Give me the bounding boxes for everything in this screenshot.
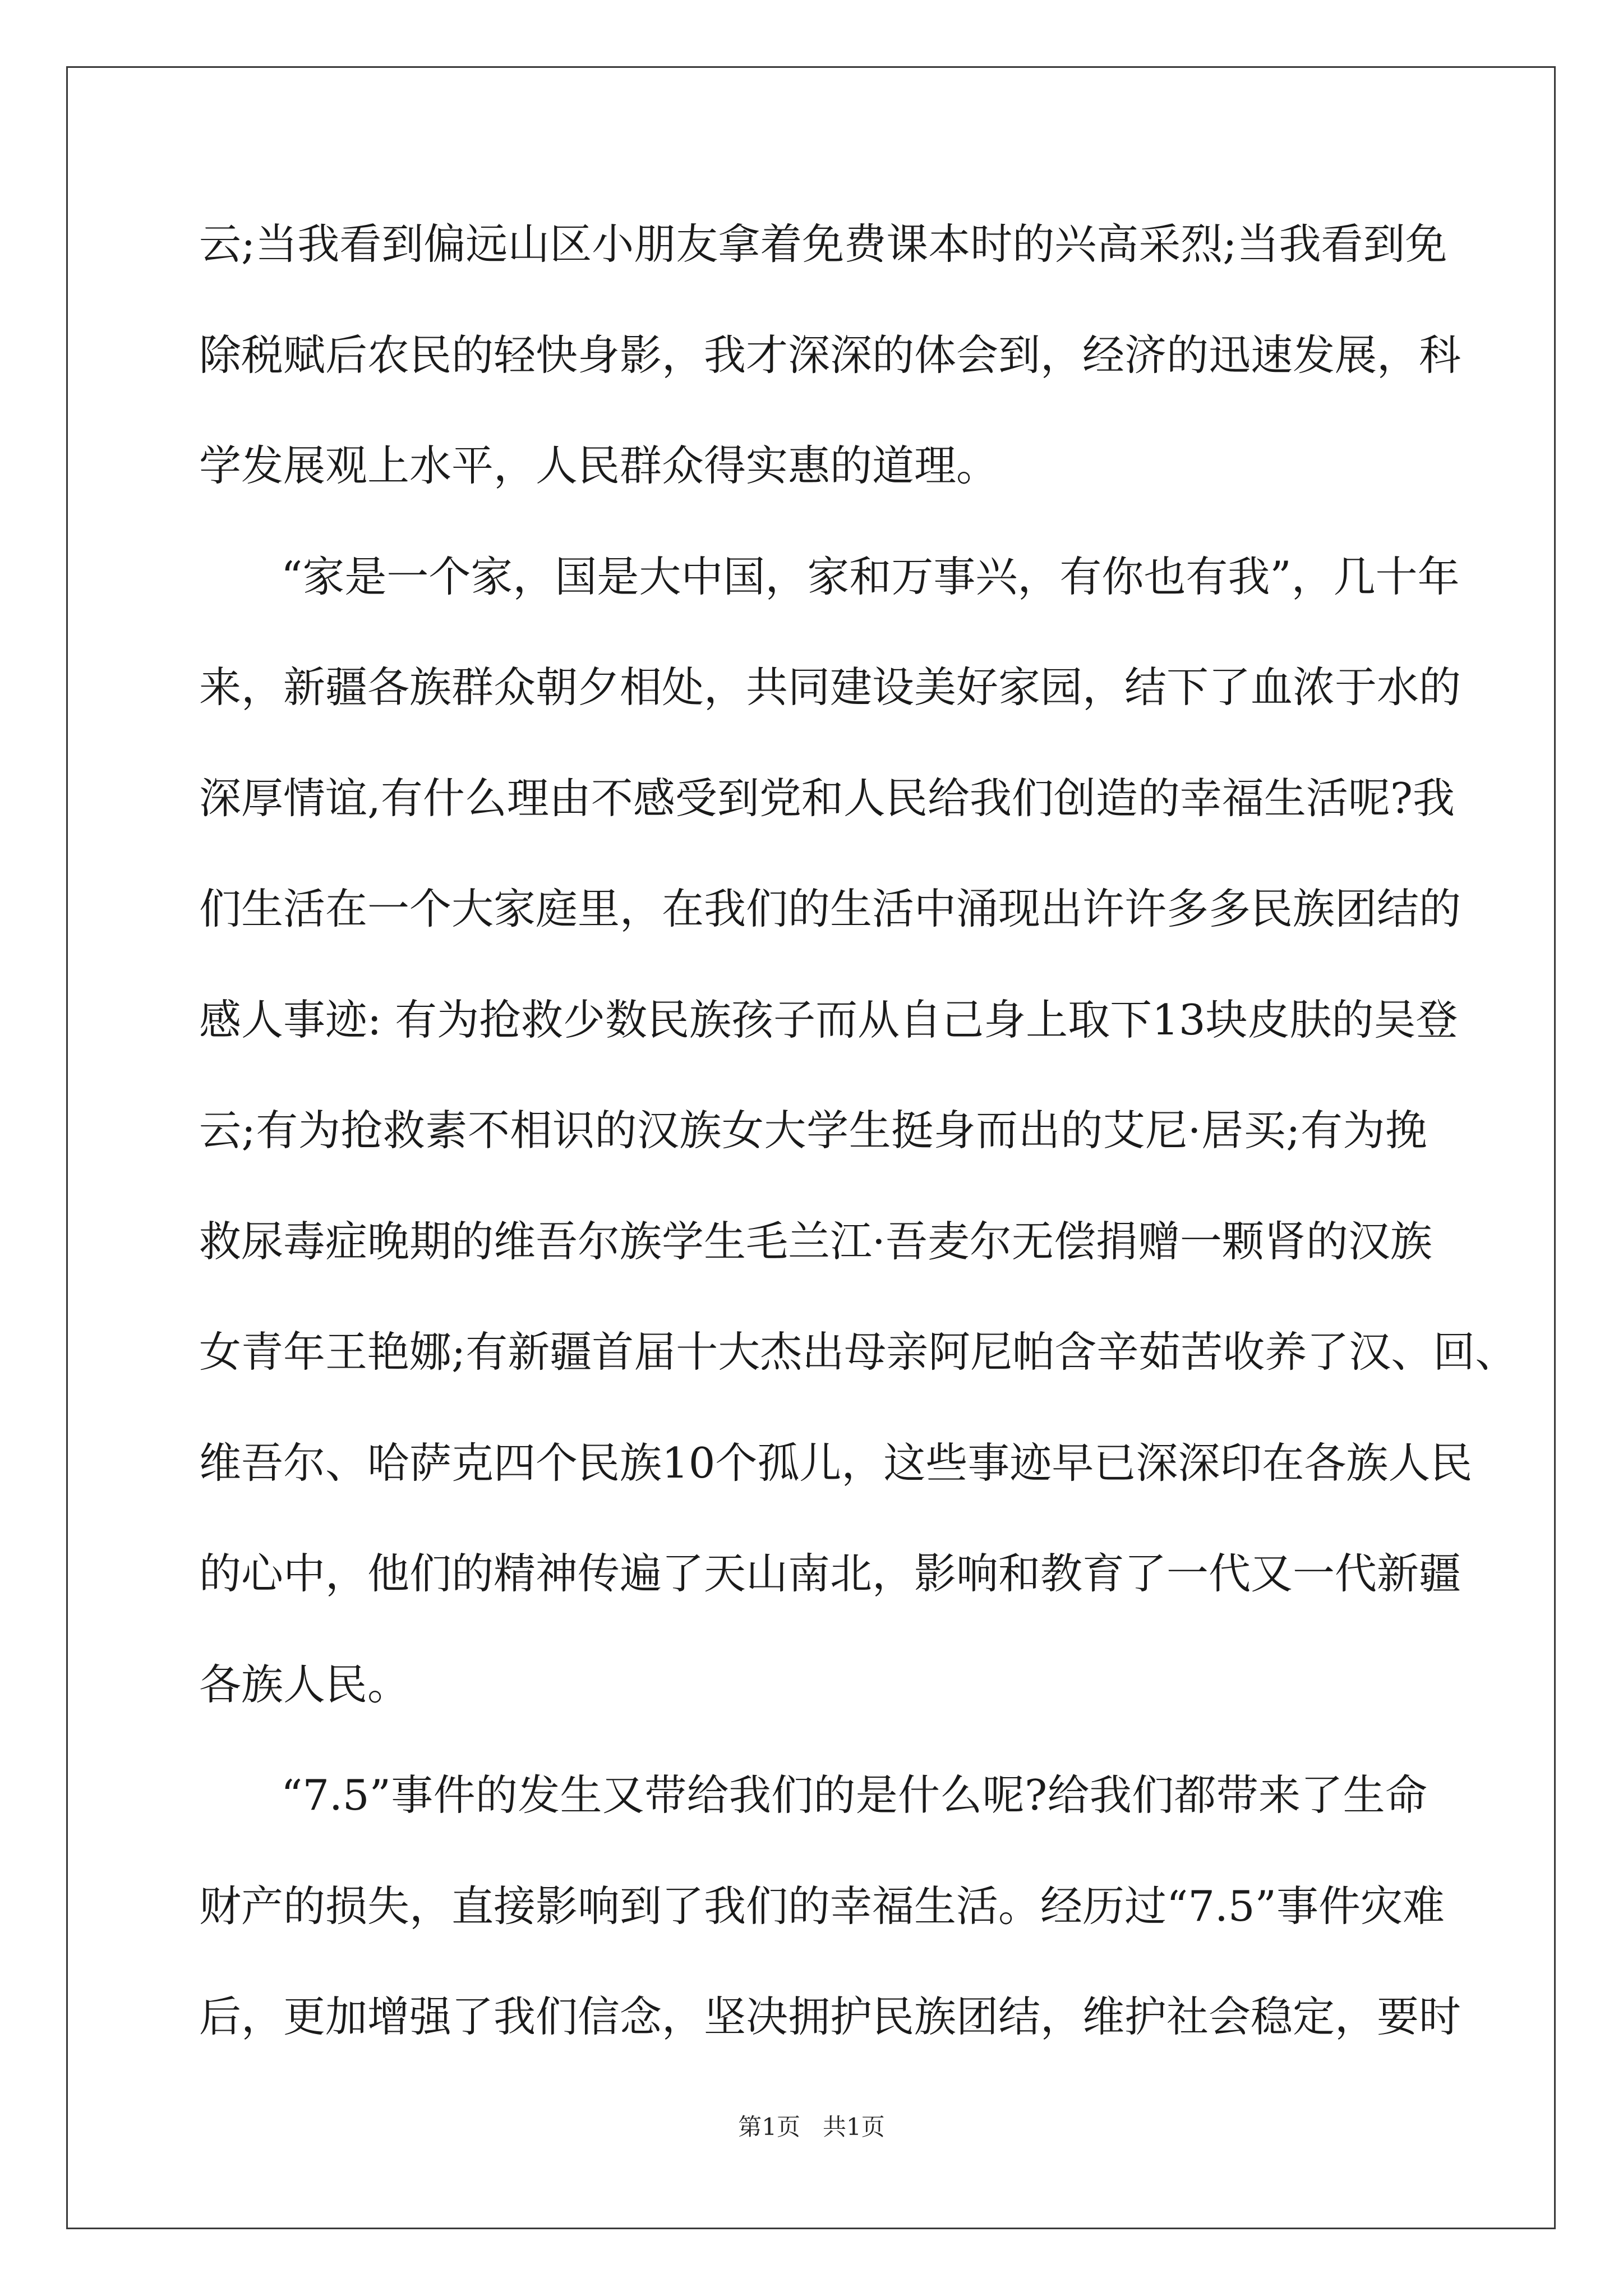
- text-line: 深厚情谊,有什么理由不感受到党和人民给我们创造的幸福生活呢?我: [199, 773, 1455, 823]
- text-line: 女青年王艳娜;有新疆首届十大杰出母亲阿尼帕含辛茹苦收养了汉、回、: [199, 1327, 1518, 1377]
- text-line: 学发展观上水平，人民群众得实惠的道理。: [199, 441, 999, 490]
- text-line: 维吾尔、哈萨克四个民族10个孤儿，这些事迹早已深深印在各族人民: [199, 1438, 1473, 1488]
- text-line: “家是一个家，国是大中国，家和万事兴，有你也有我”，几十年: [281, 551, 1460, 601]
- text-line: 除税赋后农民的轻快身影，我才深深的体会到，经济的迅速发展，科: [199, 330, 1461, 380]
- text-line: “7.5”事件的发生又带给我们的是什么呢?给我们都带来了生命: [281, 1770, 1427, 1820]
- text-line: 各族人民。: [199, 1659, 410, 1709]
- text-line: 们生活在一个大家庭里，在我们的生活中涌现出许许多多民族团结的: [199, 884, 1461, 933]
- text-line: 救尿毒症晚期的维吾尔族学生毛兰江·吾麦尔无偿捐赠一颗肾的汉族: [199, 1216, 1432, 1266]
- text-line: 云;当我看到偏远山区小朋友拿着免费课本时的兴高采烈;当我看到免: [199, 219, 1447, 269]
- text-line: 后，更加增强了我们信念，坚决拥护民族团结，维护社会稳定，要时: [199, 1992, 1461, 2041]
- document-body: [199, 210, 1518, 2094]
- page-footer: 第1页 共1页: [738, 2113, 885, 2141]
- text-line: 的心中，他们的精神传遍了天山南北，影响和教育了一代又一代新疆: [199, 1549, 1461, 1598]
- text-line: 感人事迹: 有为抢救少数民族孩子而从自己身上取下13块皮肤的吴登: [199, 995, 1458, 1045]
- text-line: 来，新疆各族群众朝夕相处，共同建设美好家园，结下了血浓于水的: [199, 662, 1461, 712]
- text-line: 财产的损失，直接影响到了我们的幸福生活。经历过“7.5”事件灾难: [199, 1881, 1445, 1931]
- text-line: 云;有为抢救素不相识的汉族女大学生挺身而出的艾尼·居买;有为挽: [199, 1106, 1427, 1155]
